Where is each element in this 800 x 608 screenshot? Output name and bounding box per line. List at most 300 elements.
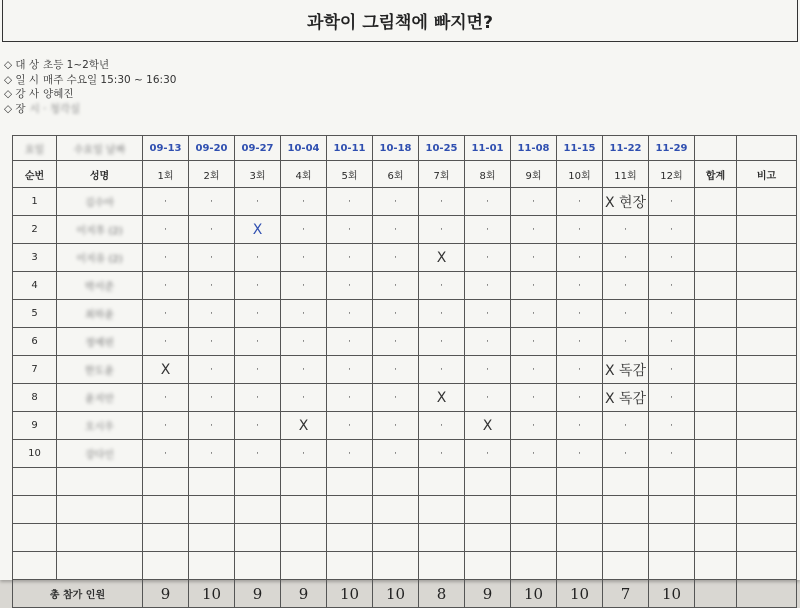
student-name: 한도윤 [57, 356, 143, 384]
info-value: 시 · 청각실 [29, 102, 81, 115]
empty-cell [511, 496, 557, 524]
attendance-mark: X 현장 [603, 188, 649, 216]
attendance-mark: · [557, 328, 603, 356]
date-cell: 09-27 [235, 136, 281, 161]
attendance-mark: · [327, 216, 373, 244]
total-count: 9 [465, 580, 511, 608]
attendance-mark: · [281, 328, 327, 356]
empty-cell [465, 552, 511, 580]
table-row [13, 216, 797, 244]
attendance-mark: · [419, 188, 465, 216]
info-schedule [4, 73, 176, 88]
total-count: 9 [281, 580, 327, 608]
total-count: 9 [143, 580, 189, 608]
note-cell [737, 188, 797, 216]
attendance-mark: · [603, 440, 649, 468]
attendance-mark: · [419, 440, 465, 468]
empty-cell [695, 552, 737, 580]
date-cell: 09-13 [143, 136, 189, 161]
session-header: 1회 [143, 161, 189, 188]
empty-cell [327, 552, 373, 580]
empty-cell [373, 468, 419, 496]
attendance-mark: · [327, 356, 373, 384]
empty-cell [649, 552, 695, 580]
attendance-mark: · [235, 356, 281, 384]
student-name: 박서준 [57, 272, 143, 300]
attendance-mark: · [649, 216, 695, 244]
student-name: 강다인 [57, 440, 143, 468]
empty-cell [603, 496, 649, 524]
total-count: 10 [649, 580, 695, 608]
date-cell: 10-04 [281, 136, 327, 161]
attendance-mark: · [143, 384, 189, 412]
attendance-mark: · [465, 272, 511, 300]
empty-cell [737, 552, 797, 580]
note-cell [737, 356, 797, 384]
empty-cell [13, 552, 57, 580]
note-cell [737, 384, 797, 412]
empty-cell [189, 496, 235, 524]
empty-row [13, 468, 797, 496]
row-number: 4 [13, 272, 57, 300]
attendance-mark: · [557, 412, 603, 440]
attendance-mark: · [603, 216, 649, 244]
info-value: 초등 1~2학년 [43, 59, 110, 71]
attendance-mark: · [189, 328, 235, 356]
total-count: 8 [419, 580, 465, 608]
attendance-mark: · [143, 328, 189, 356]
total-count: 9 [235, 580, 281, 608]
empty-cell [737, 524, 797, 552]
row-number: 1 [13, 188, 57, 216]
sum-cell [695, 272, 737, 300]
date-cell: 11-01 [465, 136, 511, 161]
empty-cell [419, 524, 465, 552]
attendance-mark: · [557, 244, 603, 272]
empty-cell [373, 552, 419, 580]
col-sum-header: 합계 [695, 161, 737, 188]
attendance-mark: · [281, 440, 327, 468]
sum-cell [695, 384, 737, 412]
empty-cell [281, 468, 327, 496]
sum-cell [695, 440, 737, 468]
attendance-mark: · [189, 272, 235, 300]
date-header-row [13, 136, 797, 161]
attendance-mark: X [143, 356, 189, 384]
info-location [4, 102, 176, 117]
empty-cell [737, 136, 797, 161]
attendance-mark: · [373, 244, 419, 272]
table-row [13, 412, 797, 440]
attendance-mark: · [511, 244, 557, 272]
attendance-mark: · [557, 216, 603, 244]
student-name: 윤지안 [57, 384, 143, 412]
attendance-mark: X [465, 412, 511, 440]
student-name: 김수아 [57, 188, 143, 216]
col-note-header: 비고 [737, 161, 797, 188]
sum-cell [695, 328, 737, 356]
attendance-mark: · [465, 328, 511, 356]
row-number: 6 [13, 328, 57, 356]
session-header: 7회 [419, 161, 465, 188]
attendance-mark: · [465, 300, 511, 328]
student-name: 오시우 [57, 412, 143, 440]
attendance-mark: · [511, 356, 557, 384]
attendance-mark: · [189, 188, 235, 216]
attendance-mark: · [603, 244, 649, 272]
attendance-mark: X [235, 216, 281, 244]
session-header: 6회 [373, 161, 419, 188]
page-title: 과학이 그림책에 빠지면? [2, 0, 798, 42]
empty-cell [603, 552, 649, 580]
empty-cell [695, 524, 737, 552]
info-instructor [4, 87, 176, 102]
attendance-mark: · [511, 188, 557, 216]
attendance-mark: · [511, 328, 557, 356]
empty-cell [695, 468, 737, 496]
attendance-mark: X 독감 [603, 356, 649, 384]
attendance-mark: · [557, 272, 603, 300]
attendance-mark: · [557, 384, 603, 412]
attendance-mark: · [649, 412, 695, 440]
attendance-mark: · [189, 216, 235, 244]
attendance-mark: · [465, 384, 511, 412]
sum-cell [695, 244, 737, 272]
sum-cell [695, 216, 737, 244]
sum-cell [695, 412, 737, 440]
empty-cell [695, 496, 737, 524]
attendance-mark: · [649, 188, 695, 216]
attendance-mark: · [419, 328, 465, 356]
empty-cell [235, 524, 281, 552]
empty-cell [737, 468, 797, 496]
total-count: 10 [511, 580, 557, 608]
date-cell: 11-22 [603, 136, 649, 161]
row-number: 10 [13, 440, 57, 468]
empty-cell [557, 552, 603, 580]
info-label: ◇ 대 상 [4, 59, 40, 71]
date-cell: 10-11 [327, 136, 373, 161]
empty-cell [57, 524, 143, 552]
corner-label: 수요일 날짜 [57, 136, 143, 161]
empty-cell [465, 496, 511, 524]
row-number: 8 [13, 384, 57, 412]
empty-cell [327, 496, 373, 524]
attendance-mark: · [281, 384, 327, 412]
empty-cell [649, 524, 695, 552]
info-value: 양혜진 [43, 88, 74, 100]
sum-cell [695, 300, 737, 328]
attendance-mark: · [373, 216, 419, 244]
empty-cell [557, 524, 603, 552]
date-cell: 11-15 [557, 136, 603, 161]
attendance-mark: X [281, 412, 327, 440]
attendance-table [12, 135, 797, 608]
attendance-mark: · [281, 188, 327, 216]
sum-cell [695, 356, 737, 384]
total-count: 10 [557, 580, 603, 608]
session-header: 8회 [465, 161, 511, 188]
table-row [13, 188, 797, 216]
attendance-mark: · [649, 244, 695, 272]
attendance-mark: · [603, 272, 649, 300]
attendance-mark: · [373, 412, 419, 440]
empty-row [13, 496, 797, 524]
attendance-mark: · [649, 328, 695, 356]
empty-cell [327, 524, 373, 552]
session-header: 3회 [235, 161, 281, 188]
empty-cell [511, 524, 557, 552]
date-cell: 11-29 [649, 136, 695, 161]
empty-cell [281, 496, 327, 524]
empty-cell [649, 468, 695, 496]
attendance-mark: · [465, 356, 511, 384]
empty-cell [465, 524, 511, 552]
attendance-mark: · [373, 300, 419, 328]
attendance-mark: · [373, 188, 419, 216]
attendance-mark: · [281, 300, 327, 328]
attendance-mark: · [235, 440, 281, 468]
note-cell [737, 300, 797, 328]
attendance-mark: · [511, 440, 557, 468]
attendance-mark: · [419, 216, 465, 244]
attendance-mark: · [557, 188, 603, 216]
attendance-mark: · [649, 300, 695, 328]
attendance-mark: · [511, 300, 557, 328]
sum-cell [695, 188, 737, 216]
attendance-mark: · [327, 440, 373, 468]
empty-cell [189, 524, 235, 552]
session-header: 4회 [281, 161, 327, 188]
empty-cell [143, 524, 189, 552]
attendance-mark: · [419, 300, 465, 328]
empty-cell [603, 468, 649, 496]
attendance-mark: · [373, 356, 419, 384]
student-name: 이지유 (2) [57, 244, 143, 272]
attendance-mark: · [235, 412, 281, 440]
total-count: 10 [327, 580, 373, 608]
col-number-header: 순번 [13, 161, 57, 188]
empty-cell [143, 552, 189, 580]
student-name: 최하윤 [57, 300, 143, 328]
attendance-mark: · [511, 272, 557, 300]
empty-cell [143, 496, 189, 524]
row-number: 5 [13, 300, 57, 328]
session-header: 11회 [603, 161, 649, 188]
attendance-mark: · [281, 216, 327, 244]
table-row [13, 356, 797, 384]
date-cell: 09-20 [189, 136, 235, 161]
info-target [4, 58, 176, 73]
table-row [13, 272, 797, 300]
attendance-mark: · [511, 412, 557, 440]
table-row [13, 328, 797, 356]
empty-cell [557, 468, 603, 496]
date-cell: 11-08 [511, 136, 557, 161]
row-number: 3 [13, 244, 57, 272]
empty-cell [235, 468, 281, 496]
session-header: 10회 [557, 161, 603, 188]
attendance-mark: · [603, 412, 649, 440]
attendance-mark: · [235, 272, 281, 300]
attendance-mark: · [327, 328, 373, 356]
empty-cell [511, 552, 557, 580]
empty-cell [419, 552, 465, 580]
empty-cell [373, 496, 419, 524]
attendance-mark: · [189, 412, 235, 440]
attendance-mark: · [189, 244, 235, 272]
col-name-header: 성명 [57, 161, 143, 188]
student-name: 정예린 [57, 328, 143, 356]
table-row [13, 300, 797, 328]
total-count: 7 [603, 580, 649, 608]
empty-cell [57, 496, 143, 524]
corner-label: 요일 [13, 136, 57, 161]
attendance-mark: · [281, 244, 327, 272]
empty-cell [13, 468, 57, 496]
program-info [4, 58, 176, 116]
empty-cell [235, 552, 281, 580]
attendance-mark: · [235, 328, 281, 356]
session-header-row [13, 161, 797, 188]
attendance-mark: · [235, 384, 281, 412]
info-label: ◇ 강 사 [4, 88, 40, 100]
attendance-mark: · [189, 384, 235, 412]
note-cell [737, 216, 797, 244]
note-cell [737, 244, 797, 272]
attendance-mark: · [465, 244, 511, 272]
attendance-mark: · [419, 272, 465, 300]
attendance-mark: · [603, 300, 649, 328]
attendance-mark: · [419, 412, 465, 440]
empty-cell [57, 552, 143, 580]
empty-cell [373, 524, 419, 552]
student-name: 이지후 (2) [57, 216, 143, 244]
attendance-mark: · [327, 384, 373, 412]
info-label: ◇ 일 시 [4, 73, 40, 86]
attendance-mark: · [465, 188, 511, 216]
attendance-mark: · [511, 384, 557, 412]
empty-cell [419, 468, 465, 496]
empty-row [13, 552, 797, 580]
attendance-mark: · [327, 300, 373, 328]
attendance-mark: · [143, 244, 189, 272]
info-value: 매주 수요일 15:30 ~ 16:30 [43, 73, 177, 86]
note-cell [737, 272, 797, 300]
empty-cell [13, 496, 57, 524]
total-count: 10 [373, 580, 419, 608]
attendance-mark: · [281, 272, 327, 300]
empty-cell [419, 496, 465, 524]
attendance-mark: · [603, 328, 649, 356]
session-header: 5회 [327, 161, 373, 188]
attendance-mark: · [281, 356, 327, 384]
attendance-mark: · [649, 440, 695, 468]
empty-cell [327, 468, 373, 496]
empty-cell [465, 468, 511, 496]
attendance-mark: · [373, 272, 419, 300]
attendance-mark: · [557, 300, 603, 328]
empty-cell [281, 552, 327, 580]
attendance-mark: · [143, 216, 189, 244]
empty-cell [603, 524, 649, 552]
attendance-mark: · [143, 300, 189, 328]
session-header: 12회 [649, 161, 695, 188]
empty-cell [189, 468, 235, 496]
note-cell [737, 440, 797, 468]
attendance-mark: · [143, 412, 189, 440]
attendance-mark: X 독감 [603, 384, 649, 412]
empty-cell [13, 524, 57, 552]
attendance-mark: · [189, 440, 235, 468]
attendance-mark: · [649, 356, 695, 384]
attendance-mark: · [557, 356, 603, 384]
attendance-mark: · [511, 216, 557, 244]
attendance-mark: · [373, 328, 419, 356]
empty-cell [557, 496, 603, 524]
session-header: 2회 [189, 161, 235, 188]
attendance-mark: · [327, 244, 373, 272]
empty-cell [511, 468, 557, 496]
table-row [13, 244, 797, 272]
session-header: 9회 [511, 161, 557, 188]
empty-cell [281, 524, 327, 552]
table-row [13, 384, 797, 412]
row-number: 2 [13, 216, 57, 244]
attendance-mark: · [235, 300, 281, 328]
attendance-mark: · [189, 300, 235, 328]
attendance-mark: · [419, 356, 465, 384]
attendance-mark: · [327, 188, 373, 216]
empty-cell [649, 496, 695, 524]
attendance-mark: · [327, 412, 373, 440]
attendance-mark: · [235, 244, 281, 272]
empty-cell [737, 496, 797, 524]
attendance-mark: · [143, 272, 189, 300]
empty-cell [189, 552, 235, 580]
attendance-mark: · [143, 188, 189, 216]
info-label: ◇ 장 [4, 102, 26, 115]
row-number: 9 [13, 412, 57, 440]
row-number: 7 [13, 356, 57, 384]
total-label: 총 참가 인원 [13, 580, 143, 608]
attendance-mark: · [189, 356, 235, 384]
attendance-mark: · [327, 272, 373, 300]
attendance-mark: · [465, 440, 511, 468]
attendance-mark: X [419, 384, 465, 412]
date-cell: 10-25 [419, 136, 465, 161]
empty-cell [235, 496, 281, 524]
attendance-mark: · [143, 440, 189, 468]
empty-cell [695, 136, 737, 161]
attendance-mark: · [649, 272, 695, 300]
date-cell: 10-18 [373, 136, 419, 161]
note-cell [737, 412, 797, 440]
note-cell [737, 328, 797, 356]
table-row [13, 440, 797, 468]
total-count: 10 [189, 580, 235, 608]
attendance-mark: · [465, 216, 511, 244]
attendance-mark: · [649, 384, 695, 412]
empty-cell [143, 468, 189, 496]
attendance-mark: · [373, 440, 419, 468]
attendance-mark: · [557, 440, 603, 468]
empty-cell [57, 468, 143, 496]
empty-row [13, 524, 797, 552]
attendance-mark: X [419, 244, 465, 272]
attendance-mark: · [235, 188, 281, 216]
attendance-mark: · [373, 384, 419, 412]
